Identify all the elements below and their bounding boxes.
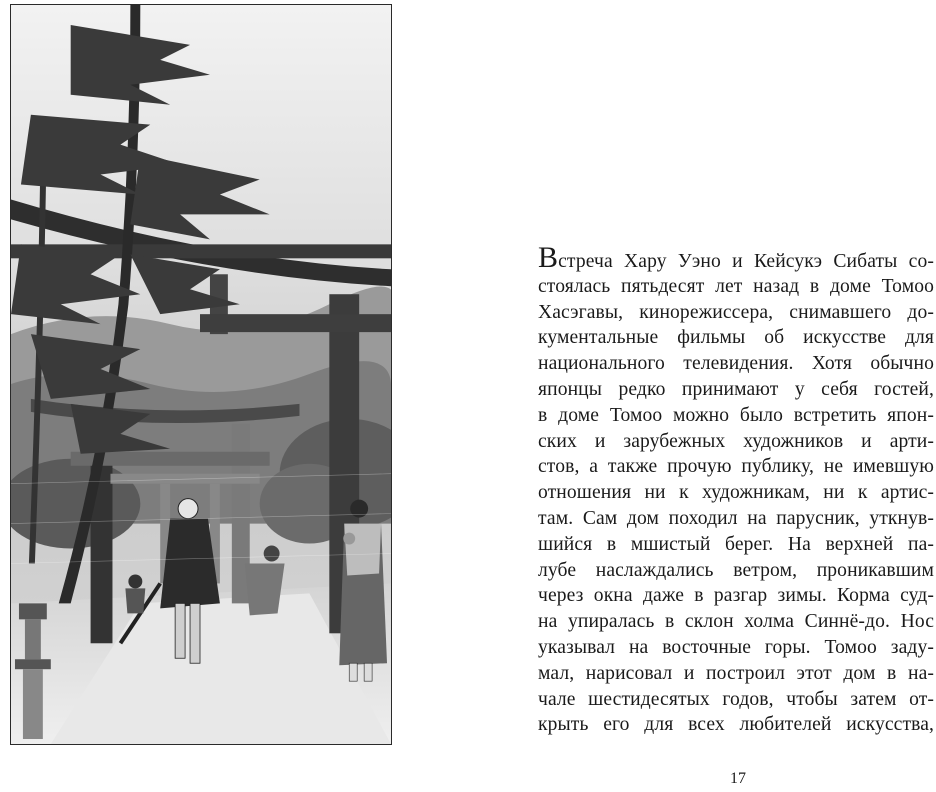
dropcap: В [538, 241, 559, 274]
text-line-11: там. Сам дом походил на парусник, уткнув- [538, 507, 934, 529]
torii-gate-scene-icon [11, 5, 391, 744]
text-line-6: японцы редко принимают у себя гостей, [538, 378, 934, 400]
text-line-2: стоялась пятьдесят лет назад в доме Томоо [538, 275, 934, 297]
text-line-5: национального телевидения. Хотя обычно [538, 353, 934, 375]
text-line-13: лубе наслаждались ветром, проникавшим [538, 559, 934, 581]
text-line-12: шийся в мшистый берег. На верхней па- [538, 533, 934, 555]
text-line-15: на упиралась в склон холма Синнё-до. Нос [538, 611, 934, 633]
text-line-14: через окна даже в разгар зимы. Корма суд- [538, 585, 934, 607]
ukiyo-e-illustration [10, 4, 392, 745]
text-line-7: в доме Томоо можно было встретить япон- [538, 404, 934, 426]
text-line-17: мал, нарисовал и построил этот дом в на- [538, 662, 934, 684]
text-line-19: крыть его для всех любителей искусства, [538, 714, 934, 736]
text-line-10: отношения ни к художникам, ни к артис- [538, 482, 934, 504]
body-text [538, 241, 934, 738]
text-line-1: Встреча Хару Уэно и Кейсукэ Сибаты со- [538, 241, 934, 274]
text-line-18: чале шестидесятых годов, чтобы затем от- [538, 688, 934, 710]
text-line-3: Хасэгавы, кинорежиссера, снимавшего до- [538, 301, 934, 323]
page-number: 17 [730, 770, 746, 787]
text-line-4: кументальные фильмы об искусстве для [538, 327, 934, 349]
text-line-8: ских и зарубежных художников и арти- [538, 430, 934, 452]
text-line-9: стов, а также прочую публику, не имевшую [538, 456, 934, 478]
text-line-16: указывал на восточные горы. Томоо заду- [538, 636, 934, 658]
